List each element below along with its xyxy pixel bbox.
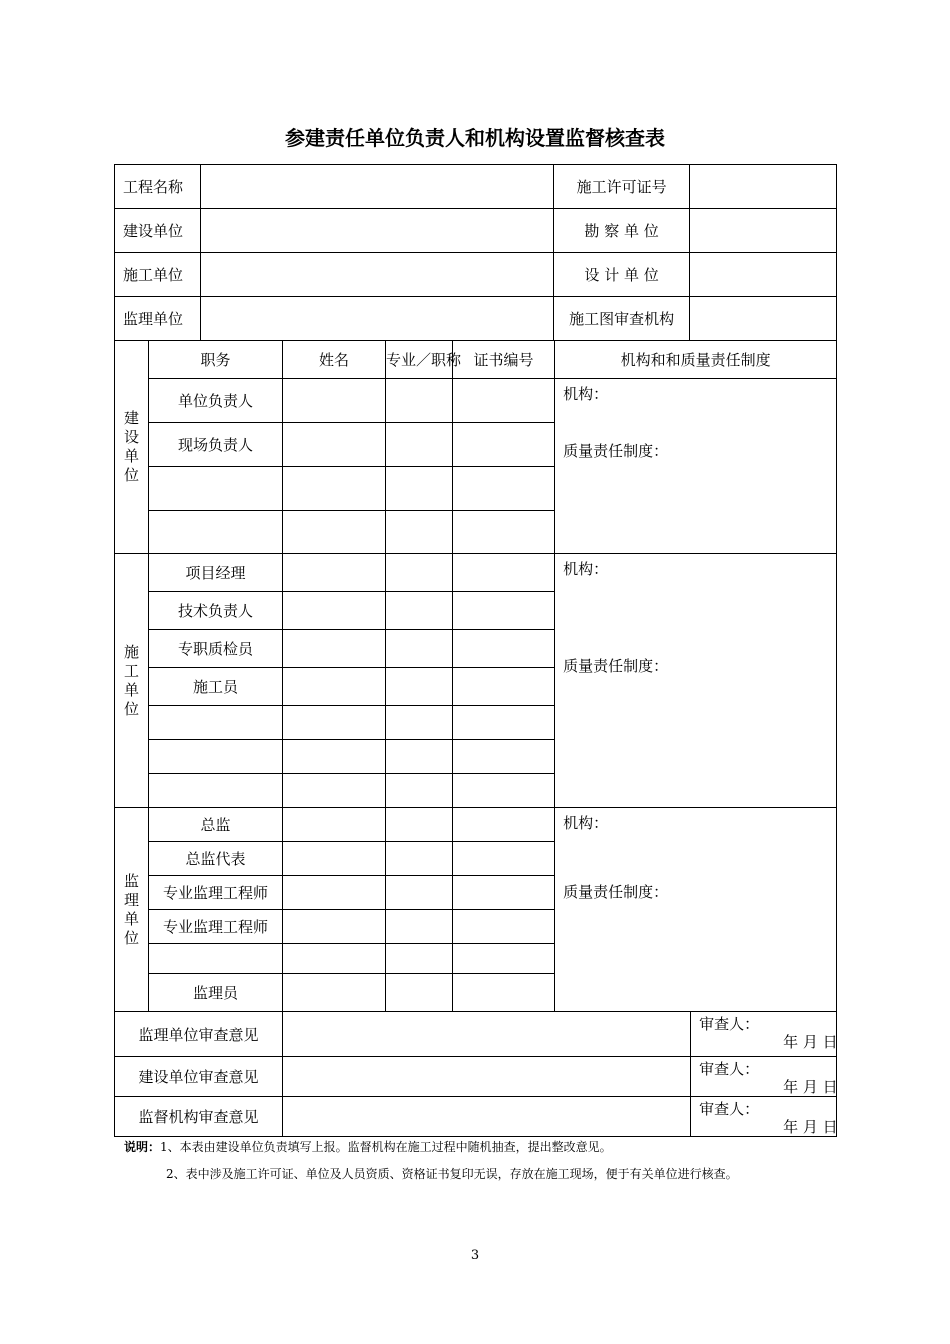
- major-field[interactable]: [386, 706, 453, 740]
- role-cell: 监理员: [149, 974, 283, 1012]
- column-header-name: 姓名: [283, 341, 386, 379]
- org-system-field[interactable]: [555, 554, 837, 808]
- cert-field[interactable]: [453, 974, 555, 1012]
- note-prefix: 说明：: [124, 1140, 161, 1154]
- reviewer-label: 审查人：: [699, 1015, 760, 1033]
- reviewer-label: 审查人：: [699, 1100, 760, 1118]
- name-field[interactable]: [283, 842, 386, 876]
- cert-field[interactable]: [453, 554, 555, 592]
- major-field[interactable]: [386, 910, 453, 944]
- major-field[interactable]: [386, 423, 453, 467]
- notes: [124, 1134, 844, 1188]
- major-field[interactable]: [386, 974, 453, 1012]
- header-row: [115, 253, 837, 297]
- major-field[interactable]: [386, 944, 453, 974]
- org-system-field[interactable]: [555, 379, 837, 554]
- review-opinion-field[interactable]: [283, 1012, 691, 1057]
- role-cell: 专业监理工程师: [149, 876, 283, 910]
- role-cell: 专职质检员: [149, 630, 283, 668]
- cert-field[interactable]: [453, 740, 555, 774]
- group-label-jianli: 监 理 单 位: [115, 808, 149, 1012]
- header-label: 施工图审查机构: [554, 297, 690, 341]
- cert-field[interactable]: [453, 910, 555, 944]
- review-row: [115, 1097, 837, 1137]
- major-field[interactable]: [386, 740, 453, 774]
- role-cell: 现场负责人: [149, 423, 283, 467]
- review-opinion-field[interactable]: [283, 1097, 691, 1137]
- group-label-shigong: 施 工 单 位: [115, 554, 149, 808]
- org-label: 机构：: [563, 385, 609, 403]
- review-row: [115, 1012, 837, 1057]
- role-cell[interactable]: [149, 774, 283, 808]
- role-cell: 总监代表: [149, 842, 283, 876]
- name-field[interactable]: [283, 876, 386, 910]
- name-field[interactable]: [283, 630, 386, 668]
- name-field[interactable]: [283, 740, 386, 774]
- major-field[interactable]: [386, 774, 453, 808]
- header-row: [115, 209, 837, 253]
- org-label: 机构：: [563, 814, 609, 832]
- role-cell: 项目经理: [149, 554, 283, 592]
- major-field[interactable]: [386, 511, 453, 554]
- header-value-field[interactable]: [690, 297, 837, 341]
- cert-field[interactable]: [453, 808, 555, 842]
- review-opinion-field[interactable]: [283, 1057, 691, 1097]
- name-field[interactable]: [283, 774, 386, 808]
- reviewer-label: 审查人：: [699, 1060, 760, 1078]
- major-field[interactable]: [386, 467, 453, 511]
- page-number: 3: [470, 1248, 480, 1263]
- major-field[interactable]: [386, 876, 453, 910]
- role-cell[interactable]: [149, 467, 283, 511]
- review-date: 年 月 日: [783, 1078, 838, 1096]
- column-header-row: [115, 341, 837, 379]
- header-value-field[interactable]: [690, 165, 837, 209]
- header-value-field[interactable]: [690, 253, 837, 297]
- role-cell: 专业监理工程师: [149, 910, 283, 944]
- role-cell: 技术负责人: [149, 592, 283, 630]
- zhidu-label: 质量责任制度：: [563, 657, 669, 675]
- column-header-major: 专业／职称: [386, 341, 453, 379]
- note-line-2: 2、表中涉及施工许可证、单位及人员资质、资格证书复印无误，存放在施工现场，便于有关单位进行核查。: [166, 1167, 738, 1181]
- column-header-role: 职务: [149, 341, 283, 379]
- role-cell: 单位负责人: [149, 379, 283, 423]
- cert-field[interactable]: [453, 630, 555, 668]
- header-label: 勘 察 单 位: [554, 209, 690, 253]
- column-header-org: 机构和和质量责任制度: [555, 341, 837, 379]
- review-sign-field[interactable]: [691, 1012, 837, 1057]
- major-field[interactable]: [386, 630, 453, 668]
- inspection-table: [114, 164, 837, 1137]
- header-label: 工程名称: [115, 165, 201, 209]
- review-sign-field[interactable]: [691, 1097, 837, 1137]
- major-field[interactable]: [386, 808, 453, 842]
- header-value-field[interactable]: [201, 165, 554, 209]
- major-field[interactable]: [386, 592, 453, 630]
- role-cell[interactable]: [149, 511, 283, 554]
- header-label: 施工单位: [115, 253, 201, 297]
- cert-field[interactable]: [453, 876, 555, 910]
- column-header-cert: 证书编号: [453, 341, 555, 379]
- org-label: 机构：: [563, 560, 609, 578]
- major-field[interactable]: [386, 668, 453, 706]
- cert-field[interactable]: [453, 706, 555, 740]
- cert-field[interactable]: [453, 511, 555, 554]
- header-row: [115, 165, 837, 209]
- review-row: [115, 1057, 837, 1097]
- header-value-field[interactable]: [201, 209, 554, 253]
- name-field[interactable]: [283, 554, 386, 592]
- name-field[interactable]: [283, 511, 386, 554]
- cert-field[interactable]: [453, 592, 555, 630]
- review-label: 建设单位审查意见: [115, 1057, 283, 1097]
- review-date: 年 月 日: [783, 1033, 838, 1051]
- major-field[interactable]: [386, 554, 453, 592]
- table-row: [115, 808, 837, 842]
- name-field[interactable]: [283, 592, 386, 630]
- note-text-1: 1、本表由建设单位负责填写上报。监督机构在施工过程中随机抽查，提出整改意见。: [160, 1140, 612, 1154]
- review-date: 年 月 日: [783, 1118, 838, 1136]
- cert-field[interactable]: [453, 774, 555, 808]
- table-row: [115, 379, 837, 423]
- zhidu-label: 质量责任制度：: [563, 883, 669, 901]
- major-field[interactable]: [386, 842, 453, 876]
- header-value-field[interactable]: [201, 297, 554, 341]
- major-field[interactable]: [386, 379, 453, 423]
- name-field[interactable]: [283, 668, 386, 706]
- name-field[interactable]: [283, 974, 386, 1012]
- name-field[interactable]: [283, 944, 386, 974]
- review-label: 监理单位审查意见: [115, 1012, 283, 1057]
- table-row: [115, 554, 837, 592]
- name-field[interactable]: [283, 706, 386, 740]
- role-cell[interactable]: [149, 706, 283, 740]
- header-value-field[interactable]: [201, 253, 554, 297]
- header-label: 建设单位: [115, 209, 201, 253]
- role-cell[interactable]: [149, 944, 283, 974]
- header-label: 监理单位: [115, 297, 201, 341]
- page-title: 参建责任单位负责人和机构设置监督核查表: [285, 126, 665, 150]
- name-field[interactable]: [283, 808, 386, 842]
- role-cell: 总监: [149, 808, 283, 842]
- cert-field[interactable]: [453, 423, 555, 467]
- name-field[interactable]: [283, 910, 386, 944]
- header-label: 施工许可证号: [554, 165, 690, 209]
- note-line-1: [124, 1134, 844, 1161]
- cert-field[interactable]: [453, 944, 555, 974]
- header-row: [115, 297, 837, 341]
- review-label: 监督机构审查意见: [115, 1097, 283, 1137]
- review-sign-field[interactable]: [691, 1057, 837, 1097]
- cert-field[interactable]: [453, 668, 555, 706]
- cert-field[interactable]: [453, 379, 555, 423]
- group-label-jianshe: 建 设 单 位: [115, 341, 149, 554]
- name-field[interactable]: [283, 467, 386, 511]
- role-cell[interactable]: [149, 740, 283, 774]
- name-field[interactable]: [283, 379, 386, 423]
- org-system-field[interactable]: [555, 808, 837, 1012]
- zhidu-label: 质量责任制度：: [563, 442, 669, 460]
- cert-field[interactable]: [453, 842, 555, 876]
- name-field[interactable]: [283, 423, 386, 467]
- cert-field[interactable]: [453, 467, 555, 511]
- header-value-field[interactable]: [690, 209, 837, 253]
- role-cell: 施工员: [149, 668, 283, 706]
- header-label: 设 计 单 位: [554, 253, 690, 297]
